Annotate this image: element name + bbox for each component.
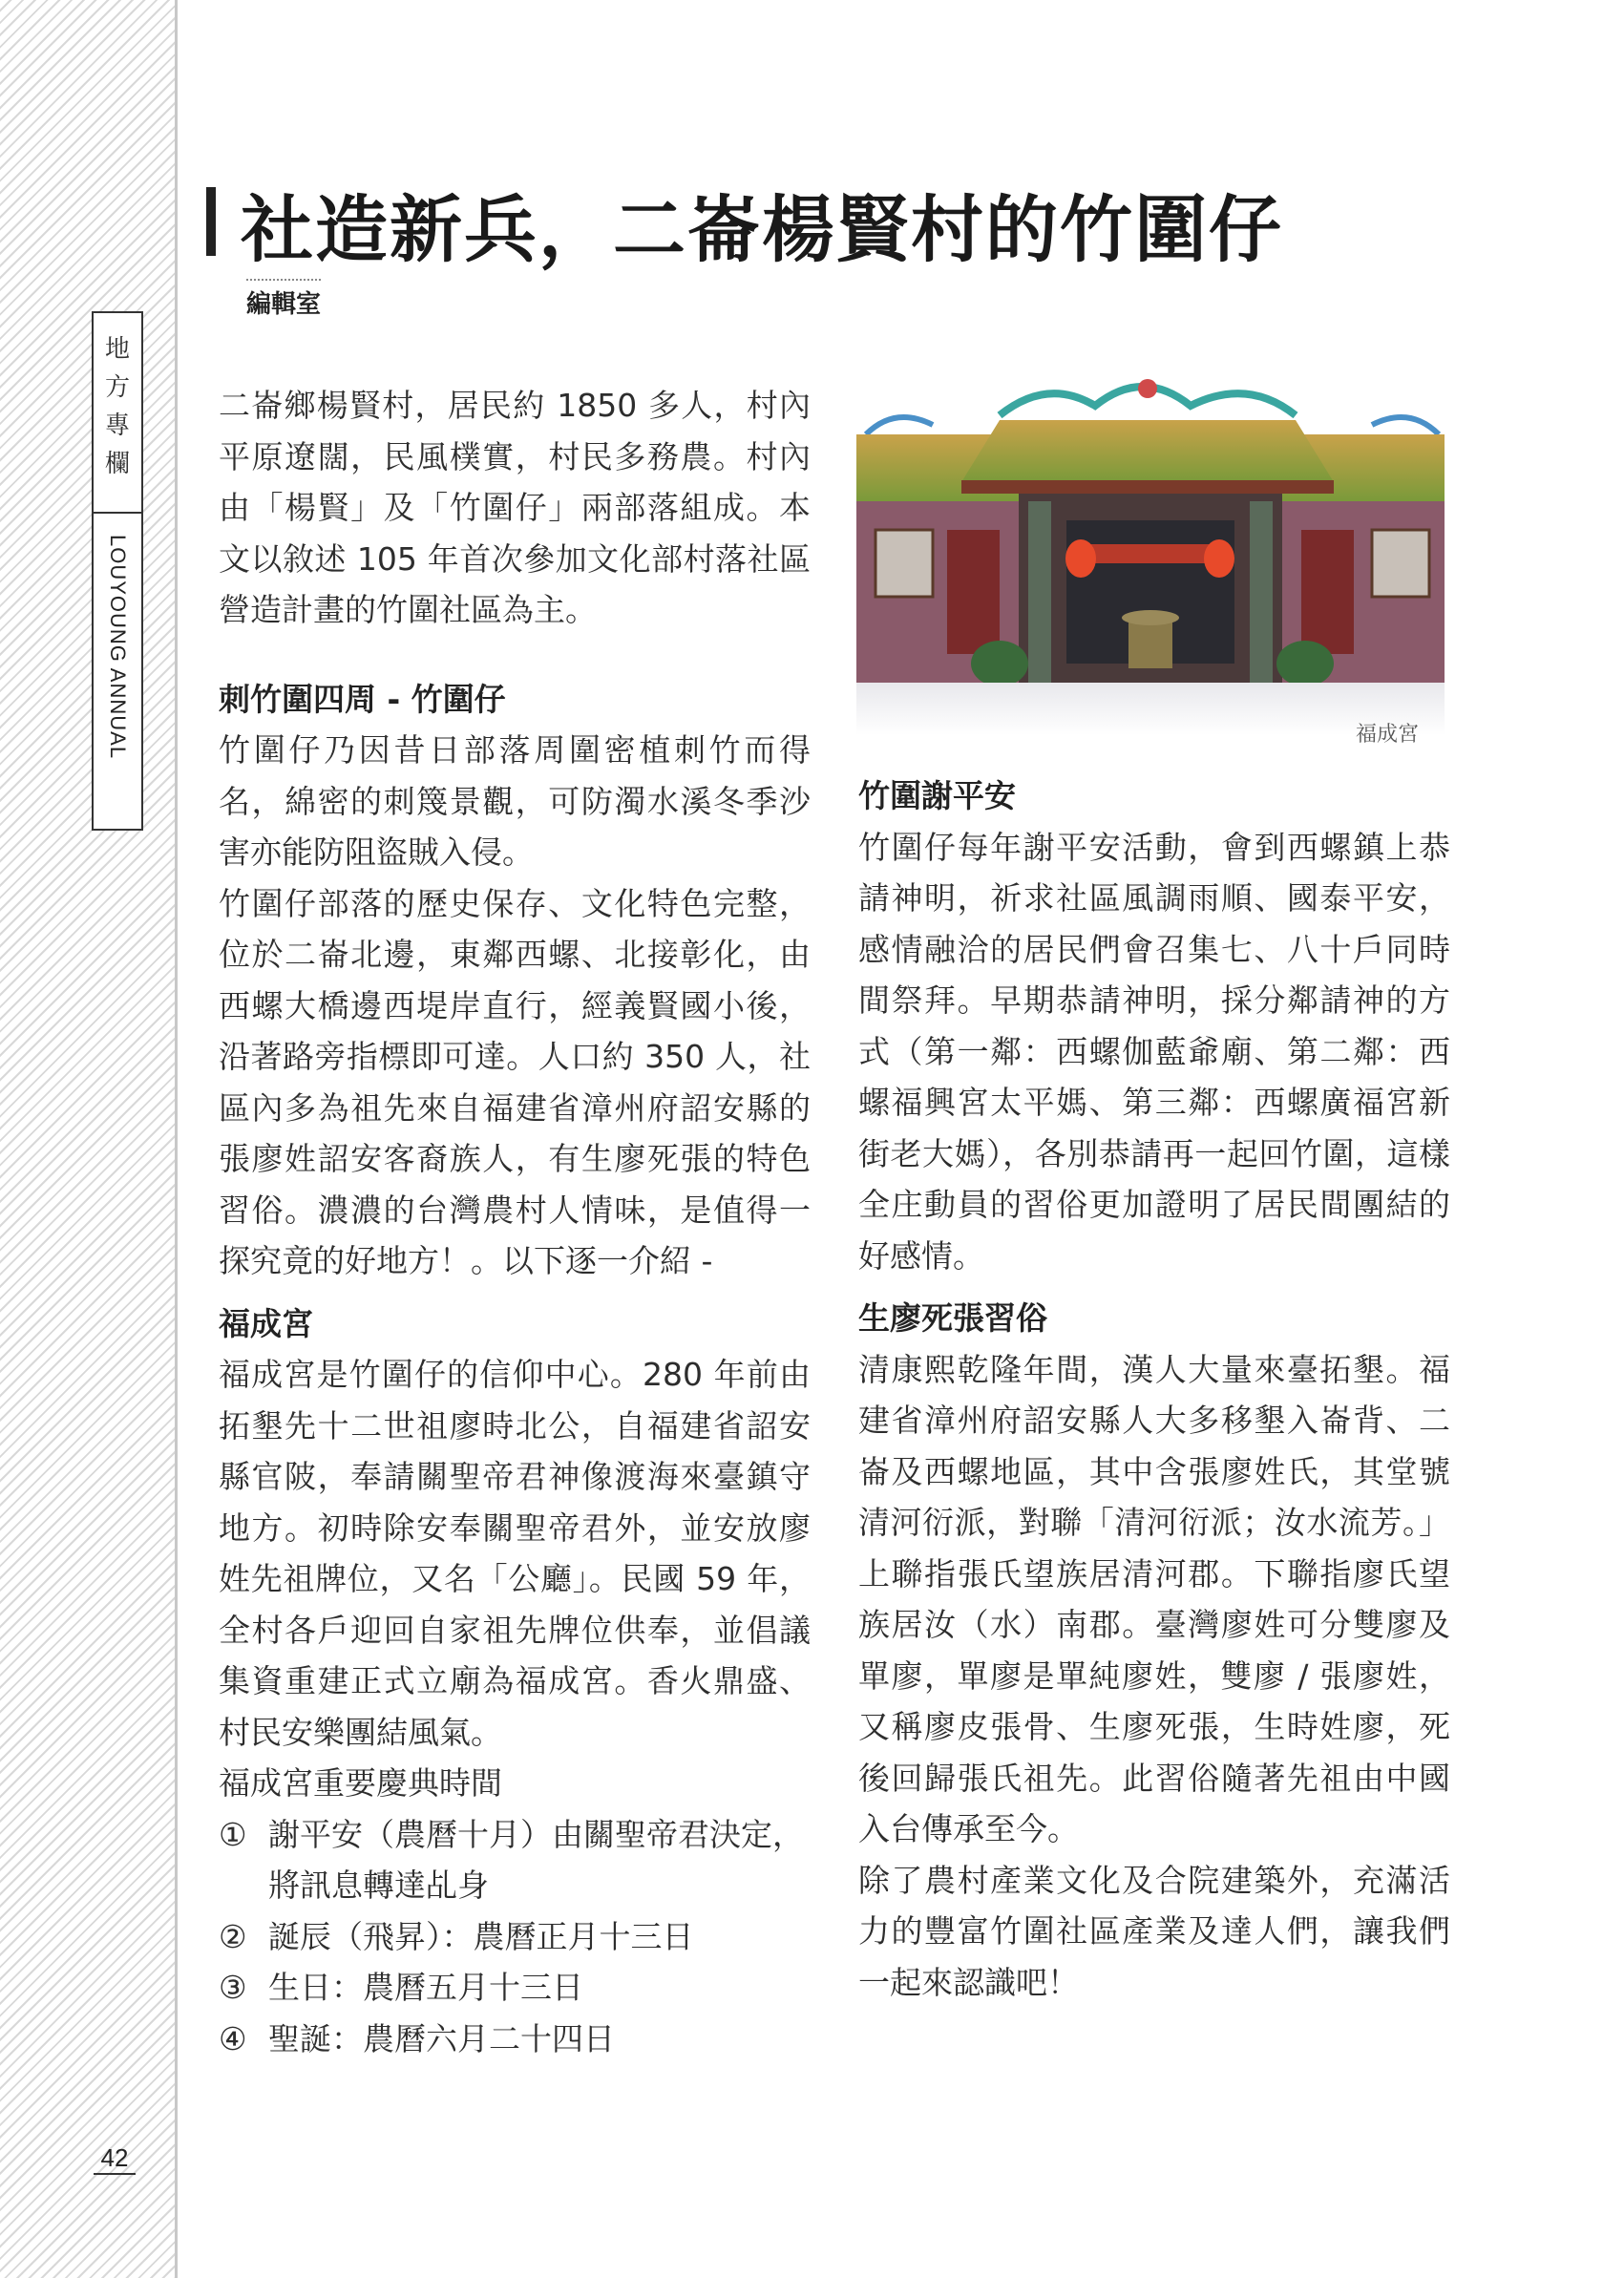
list-item-text: 謝平安（農曆十月）由關聖帝君決定，將訊息轉達乩身 [268,1815,804,1904]
list-item-number: ① [219,1815,247,1853]
section-heading-custom: 生廖死張習俗 [858,1299,1047,1337]
decorative-hatched-margin [0,0,178,2278]
section-heading-temple: 福成宮 [219,1304,313,1342]
list-item [219,1962,811,2014]
section-heading-bamboo: 刺竹圍四周 - 竹圍仔 [219,680,506,718]
temple-illustration [856,368,1445,735]
list-item [219,1911,811,1963]
section-heading-ping-an: 竹圍謝平安 [858,777,1016,814]
list-item-number: ④ [219,2019,247,2057]
left-column [219,380,811,2064]
title-accent-bar [206,187,216,256]
list-item [219,1809,811,1911]
article-byline: 編輯室 [246,279,321,320]
section-ping-an-paragraph: 竹圍仔每年謝平安活動，會到西螺鎮上恭請神明，祈求社區風調雨順、國泰平安，感情融洽的居民們會召集七、八十戶同時間祭拜。早期恭請神明，採分鄰請神的方式（第一鄰：西螺伽藍爺廟、第二鄰：西螺福興宮太平媽、第三鄰：西螺廣福宮新街老大媽），各別恭請再一起回竹圍，這樣全庄動員的習俗更加證明了居民間團結的好感情。 [858,828,1450,1275]
section-temple-paragraph: 福成宮是竹圍仔的信仰中心。280 年前由拓墾先十二世祖廖時北公，自福建省詔安縣官陂，奉請關聖帝君神像渡海來臺鎮守地方。初時除安奉關聖帝君外，並安放廖姓先祖牌位，又名「公廳」。民國 59 年，全村各戶迎回自家祖先牌位供奉，並倡議集資重建正式立廟為福成宮。香火鼎盛、村民安樂團結風氣。 [219,1356,811,1751]
page-number: 42 [94,2142,136,2175]
section-custom-paragraph-1: 清康熙乾隆年間，漢人大量來臺拓墾。福建省漳州府詔安縣人大多移墾入崙背、二崙及西螺地區，其中含張廖姓氏，其堂號清河衍派，對聯「清河衍派；汝水流芳。」上聯指張氏望族居清河郡。下聯指廖氏望族居汝（水）南郡。臺灣廖姓可分雙廖及單廖，單廖是單純廖姓，雙廖 / 張廖姓，又稱廖皮張骨、生廖死張，生時姓廖，死後回歸張氏祖先。此習俗隨著先祖由中國入台傳承至今。 [858,1350,1450,1847]
article-title: 社造新兵，二崙楊賢村的竹圍仔 [241,187,1283,272]
section-custom-paragraph-2: 除了農村產業文化及合院建築外，充滿活力的豐富竹圍社區產業及達人們，讓我們一起來認識吧！ [858,1861,1450,2001]
list-item-text: 誕辰（飛昇）：農曆正月十三日 [268,1917,694,1955]
intro-paragraph: 二崙鄉楊賢村，居民約 1850 多人，村內平原遼闊，民風樸實，村民多務農。村內由「楊賢」及「竹圍仔」兩部落組成。本文以敘述 105 年首次參加文化部村落社區營造計畫的竹圍社區為主。 [219,387,811,628]
festival-list [219,1809,811,2065]
temple-photo [856,368,1445,735]
photo-caption: 福成宮 [1356,723,1420,747]
section-bamboo-paragraph-1: 竹圍仔乃因昔日部落周圍密植刺竹而得名，綿密的刺篾景觀，可防濁水溪冬季沙害亦能防阻盜賊入侵。 [219,731,811,871]
right-column [858,770,1450,2008]
list-item-text: 生日：農曆五月十三日 [268,1969,583,2006]
list-item-number: ② [219,1917,247,1955]
list-item-text: 聖誕：農曆六月二十四日 [268,2019,615,2057]
festival-list-title: 福成宮重要慶典時間 [219,1764,502,1802]
section-label-cn: 地方專欄 [104,335,130,478]
list-item-number: ③ [219,1969,247,2006]
section-label-en: LOUYOUNG ANNUAL [94,512,141,829]
list-item [219,2014,811,2065]
section-side-tab [92,311,143,831]
section-bamboo-paragraph-2: 竹圍仔部落的歷史保存、文化特色完整，位於二崙北邊，東鄰西螺、北接彰化，由西螺大橋邊西堤岸直行，經義賢國小後，沿著路旁指標即可達。人口約 350 人，社區內多為祖先來自福建省漳州府詔安縣的張廖姓詔安客裔族人，有生廖死張的特色習俗。濃濃的台灣農村人情味，是值得一探究竟的好地方！。以下逐一介紹 - [219,884,811,1279]
